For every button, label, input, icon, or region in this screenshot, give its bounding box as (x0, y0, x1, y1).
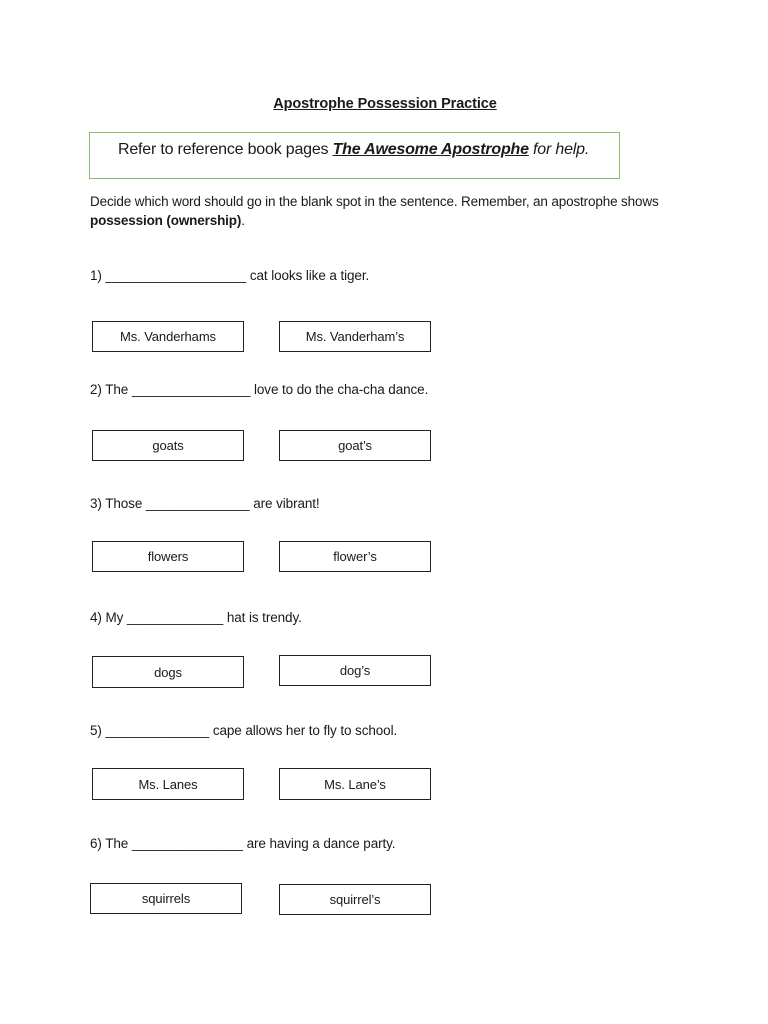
worksheet-title: Apostrophe Possession Practice (273, 96, 497, 112)
question-1: 1) ___________________ cat looks like a tiger. (90, 268, 370, 283)
instructions-text: Decide which word should go in the blank spot in the sentence. Remember, an apostrophe shows (90, 194, 659, 209)
question-1-option-a[interactable]: Ms. Vanderhams (92, 321, 244, 352)
question-4-option-b[interactable]: dog’s (279, 655, 431, 686)
question-2: 2) The ________________ love to do the cha-cha dance. (90, 382, 429, 397)
reference-prefix: Refer to reference book pages (118, 141, 333, 158)
question-2-option-b[interactable]: goat’s (279, 430, 431, 461)
question-3: 3) Those ______________ are vibrant! (90, 496, 320, 511)
instructions-bold-text: possession (ownership) (90, 213, 242, 228)
question-4: 4) My _____________ hat is trendy. (90, 610, 302, 625)
question-3-option-b[interactable]: flower’s (279, 541, 431, 572)
question-3-option-a[interactable]: flowers (92, 541, 244, 572)
question-6-option-b[interactable]: squirrel’s (279, 884, 431, 915)
reference-book-title: The Awesome Apostrophe (332, 141, 529, 158)
question-4-option-a[interactable]: dogs (92, 656, 244, 688)
question-1-option-b[interactable]: Ms. Vanderham’s (279, 321, 431, 352)
instructions (90, 192, 670, 230)
reference-text (118, 141, 589, 159)
reference-suffix: for help. (528, 141, 590, 158)
question-6-option-a[interactable]: squirrels (90, 883, 242, 914)
question-5-option-a[interactable]: Ms. Lanes (92, 768, 244, 800)
question-2-option-a[interactable]: goats (92, 430, 244, 461)
question-6: 6) The _______________ are having a dance party. (90, 836, 396, 851)
reference-callout (89, 132, 620, 179)
instructions-end: . (241, 213, 245, 228)
question-5: 5) ______________ cape allows her to fly to school. (90, 723, 398, 738)
question-5-option-b[interactable]: Ms. Lane’s (279, 768, 431, 800)
